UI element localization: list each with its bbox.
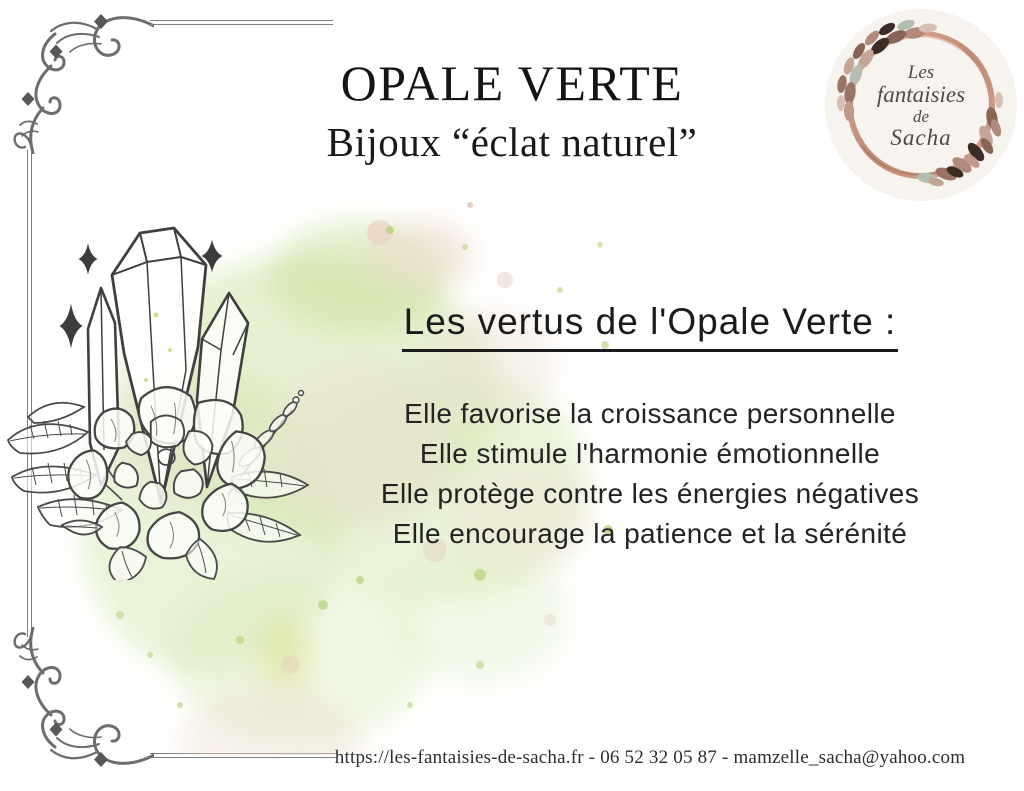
- logo-text: [822, 6, 1020, 206]
- logo-line: de: [912, 107, 930, 127]
- footer-separator: -: [583, 747, 601, 768]
- logo-line: Sacha: [890, 125, 952, 151]
- page-subtitle: Bijoux “éclat naturel”: [326, 119, 698, 166]
- footer-website: https://les-fantaisies-de-sacha.fr: [334, 747, 584, 768]
- brand-logo: [822, 6, 1020, 204]
- section-heading: Les vertus de l'Opale Verte :: [402, 301, 899, 352]
- footer-separator: -: [717, 747, 734, 768]
- border-line-top: [150, 20, 333, 25]
- virtues-list: [310, 394, 990, 554]
- logo-line: fantaisies: [876, 82, 966, 108]
- virtue-line: Elle stimule l'harmonie émotionnelle: [419, 438, 881, 469]
- virtue-line: Elle encourage la patience et la sérénité: [392, 518, 908, 549]
- virtue-line: Elle protège contre les énergies négatives: [380, 478, 920, 509]
- crystal-flower-illustration: [0, 195, 340, 580]
- logo-line: Les: [907, 61, 935, 83]
- virtue-line: Elle favorise la croissance personnelle: [404, 398, 896, 429]
- page-title: OPALE VERTE: [340, 54, 684, 111]
- virtues-section: [310, 301, 990, 554]
- footer-phone: 06 52 32 05 87: [600, 747, 718, 768]
- footer-email: mamzelle_sacha@yahoo.com: [733, 747, 966, 768]
- footer-contact: [280, 747, 1020, 769]
